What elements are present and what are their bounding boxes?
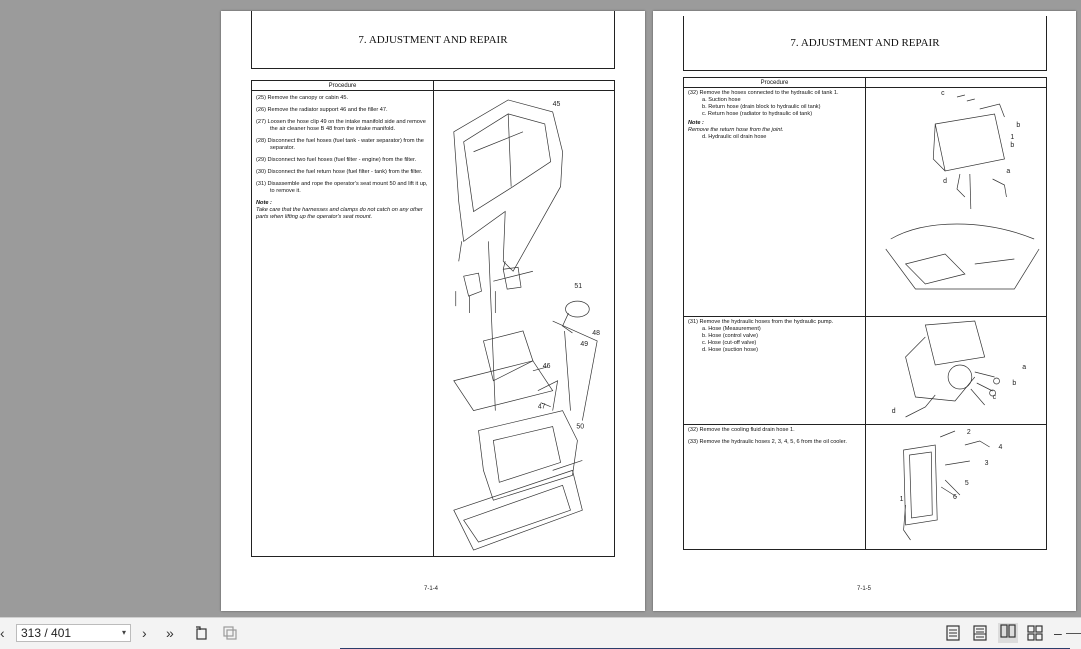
note-title: Note :	[688, 120, 704, 126]
callout-label: 1	[899, 495, 904, 504]
figure-column-header	[865, 78, 1046, 88]
two-page-icon[interactable]	[998, 623, 1018, 643]
note-text: Take care that the harnesses and clamps do not catch on any other parts when lifting up the operator's seat mount.	[256, 207, 423, 220]
procedure-table	[251, 80, 615, 557]
procedure-steps	[688, 319, 864, 354]
procedure-step: (27) Loosen the hose clip 49 on the intake manifold side and remove the air cleaner hose B 48 from the intake manifold.	[256, 119, 426, 132]
callout-label: 3	[984, 459, 989, 468]
note-text: Remove the return hose from the joint.	[688, 127, 784, 133]
page-number: 7-1-5	[857, 586, 872, 592]
callout-label: b	[1012, 379, 1017, 388]
sub-step: d. Hydraulic oil drain hose	[702, 134, 767, 140]
procedure-step: (30) Disconnect the fuel return hose (fuel filter - tank) from the filter.	[256, 169, 423, 175]
figure-column-header	[433, 81, 614, 91]
procedure-table	[683, 77, 1047, 550]
procedure-step: (31) Disassemble and rope the operator's seat mount 50 and lift it up, to remove it.	[256, 181, 428, 194]
callout-label: a	[1022, 363, 1027, 372]
callout-label: c	[992, 393, 997, 402]
procedure-step: (26) Remove the radiator support 46 and the filler 47.	[256, 107, 388, 113]
copy-icon[interactable]	[222, 625, 238, 645]
callout-label: d	[891, 407, 896, 416]
callout-label: 4	[998, 443, 1003, 452]
figure-oil-cooler	[866, 425, 1046, 551]
callout-label: c	[941, 89, 945, 98]
next-page-button[interactable]: ›	[142, 625, 147, 641]
procedure-steps	[688, 90, 864, 141]
page-number-select[interactable]	[16, 624, 131, 642]
previous-page-button[interactable]: ‹	[0, 625, 5, 641]
continuous-page-icon[interactable]	[972, 625, 988, 645]
note-title: Note :	[256, 200, 272, 206]
page-7-1-5	[653, 11, 1076, 611]
bottom-toolbar	[0, 617, 1081, 649]
sub-step: b. Hose (control valve)	[702, 333, 758, 339]
procedure-step: (28) Disconnect the fuel hoses (fuel tank - water separator) from the separator.	[256, 138, 424, 151]
page-title: 7. ADJUSTMENT AND REPAIR	[683, 16, 1047, 71]
procedure-column-header: Procedure	[252, 81, 433, 91]
callout-label: 1	[1010, 133, 1015, 142]
page-number-value: 313 / 401	[21, 626, 72, 640]
callout-label: 47	[537, 403, 546, 411]
exploded-figure-canopy-seat-mount	[434, 92, 614, 556]
zoom-slider[interactable]	[1066, 633, 1081, 634]
last-page-button[interactable]: »	[166, 625, 174, 641]
callout-label: 2	[966, 428, 971, 437]
figure-hydraulic-oil-tank	[866, 89, 1046, 315]
two-page-continuous-icon[interactable]	[1027, 625, 1043, 645]
callout-label: 48	[592, 329, 600, 337]
sub-step: a. Hose (Measurement)	[702, 326, 761, 332]
sub-step: c. Hose (cut-off valve)	[702, 340, 757, 346]
procedure-steps	[688, 427, 864, 451]
procedure-steps	[256, 95, 432, 221]
single-page-icon[interactable]	[945, 625, 961, 645]
sub-step: c. Return hose (radiator to hydraulic oil tank)	[702, 111, 813, 117]
callout-label: 51	[574, 283, 583, 291]
sub-step: b. Return hose (drain block to hydraulic oil tank)	[702, 104, 821, 110]
callout-label: 46	[542, 362, 551, 370]
callout-label: a	[1006, 167, 1011, 176]
sub-step: d. Hose (suction hose)	[702, 347, 758, 353]
page-7-1-4	[221, 11, 645, 611]
callout-label: d	[943, 177, 947, 186]
callout-label: b	[1010, 141, 1015, 150]
figure-hydraulic-pump	[866, 317, 1046, 424]
procedure-step: (29) Disconnect two fuel hoses (fuel filter - engine) from the filter.	[256, 157, 417, 163]
callout-label: b	[1016, 121, 1021, 130]
procedure-step: (31) Remove the hydraulic hoses from the hydraulic pump.	[688, 319, 834, 325]
sub-step: a. Suction hose	[702, 97, 741, 103]
procedure-step: (32) Remove the hoses connected to the hydraulic oil tank 1.	[688, 90, 839, 96]
callout-label: 49	[580, 340, 589, 348]
chevron-down-icon: ▾	[121, 628, 126, 637]
callout-label: 6	[953, 493, 957, 502]
callout-label: 5	[964, 479, 969, 488]
page-title: 7. ADJUSTMENT AND REPAIR	[251, 11, 615, 69]
rotate-view-icon[interactable]	[194, 625, 210, 645]
callout-label: 50	[576, 423, 585, 431]
procedure-column-header: Procedure	[684, 78, 865, 88]
procedure-step: (25) Remove the canopy or cabin 45.	[256, 95, 349, 101]
procedure-step: (33) Remove the hydraulic hoses 2, 3, 4, 5, 6 from the oil cooler.	[688, 439, 847, 445]
procedure-step: (32) Remove the cooling fluid drain hose 1.	[688, 427, 795, 433]
callout-label: 45	[552, 100, 561, 108]
zoom-out-icon[interactable]: –	[1054, 625, 1062, 641]
page-number: 7-1-4	[424, 586, 439, 592]
